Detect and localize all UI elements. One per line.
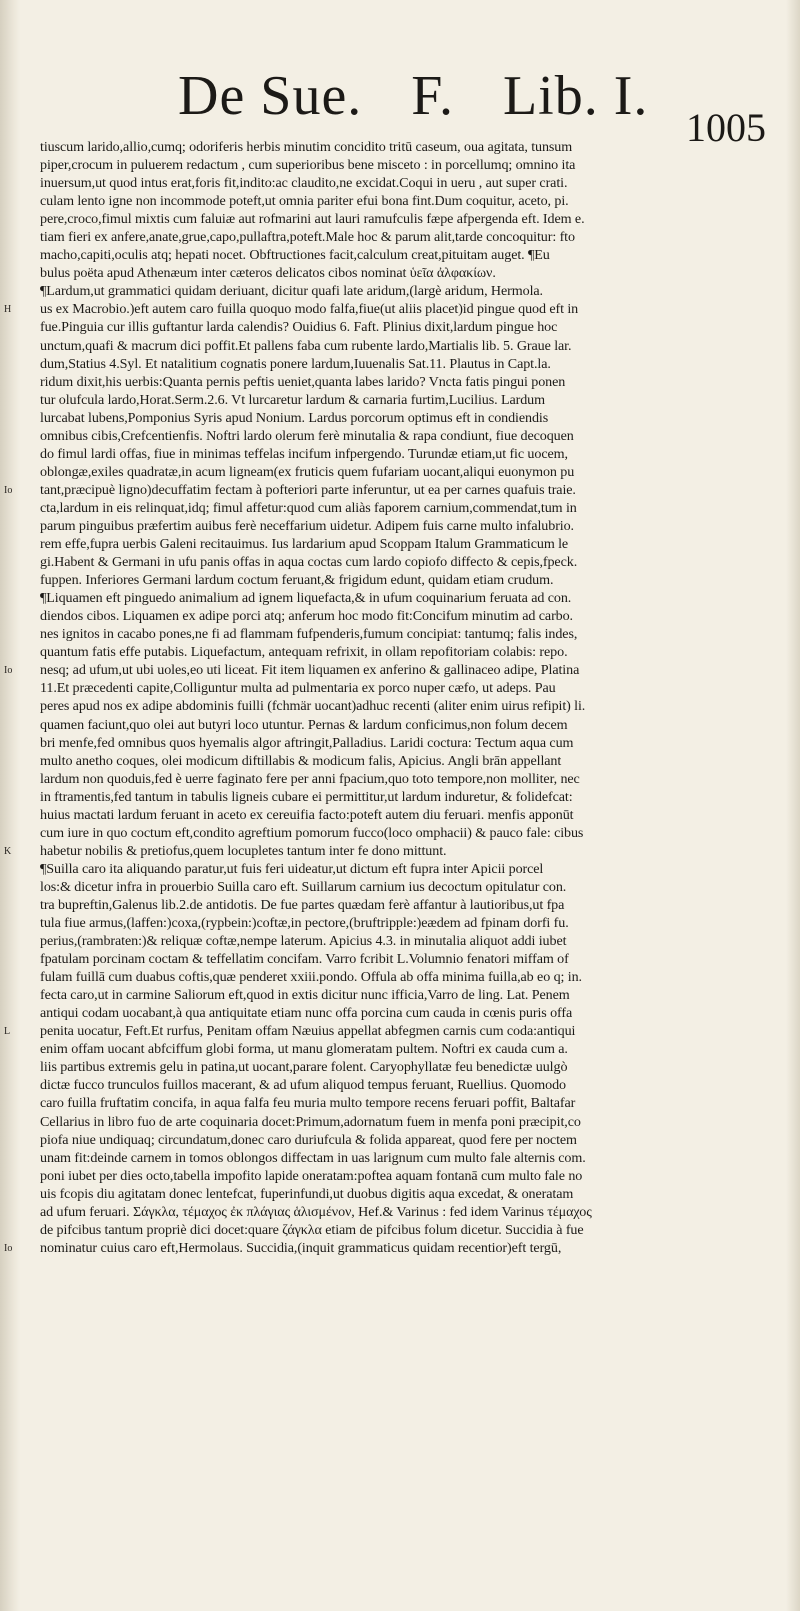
text-line: huius mactati lardum feruant in aceto ex cereuifia facto:poteft autem diu feruari. menfis apponūt [40, 806, 574, 823]
text-line: Cellarius in libro fuo de arte coquinaria docet:Primum,adornatum fuem in menfa poni præcipit,co [40, 1113, 581, 1130]
text-line: tula fiue armus,(laffen:)coxa,(rypbein:)coftæ,in pectore,(bruftripple:)eædem ad fpinam dorfi fu. [40, 915, 569, 932]
text-line: diendos cibos. Liquamen ex adipe porci atq; anferum hoc modo fit:Concifum minutim ad carbo. [40, 608, 573, 625]
text-line: culam lento igne non incommode poteft,ut omnia pariter efui bona fint.Dum coquitur, aceto, pi. [40, 193, 569, 210]
text-line: dum,Statius 4.Syl. Et natalitium cognatis ponere lardum,Iuuenalis Sat.11. Plautus in Capt.la. [40, 355, 551, 372]
text-line: unam fit:deinde carnem in tomos oblongos diffectam in uas larignum cum multo fale alternis com. [40, 1149, 586, 1166]
text-line: enim offam uocant abfciffum globi forma, ut manu glomeratam pultem. Noftri ex cauda cum a. [40, 1041, 568, 1058]
text-line: tiam fieri ex anfere,anate,grue,capo,pullaftra,poteft.Male hoc & parum alit,tarde concoquitur: fto [40, 229, 575, 246]
text-line: tra bupreftin,Galenus lib.2.de antidotis. De fue partes quædam ferè affantur à lautioribus,ut fpa [40, 896, 565, 913]
text-line: fulam fuillā cum duabus coftis,quæ penderet xxiii.pondo. Offula ab offa minima fuilla,ab eo q; in. [40, 969, 582, 986]
text-line: nominatur cuius caro eft,Hermolaus. Succidia,(inquit grammaticus quidam recentior)eft tergū, [40, 1239, 562, 1256]
text-line: ridum dixit,his uerbis:Quanta pernis peftis ueniet,quanta labes larido? Vncta fatis pingui ponen [40, 373, 566, 390]
text-line: poni iubet per dies octo,tabella impofito lapide oneratam:poftea aquam fontanā cum multo fale no [40, 1167, 583, 1184]
text-line: fecta caro,ut in carmine Saliorum eft,quod in extis dicitur nunc ifficia,Varro de ling. Lat. Penem [40, 987, 570, 1004]
text-line: inuersum,ut quod intus erat,foris fit,indito:ac claudito,ne excidat.Coqui in ueru , aut super crati. [40, 175, 568, 192]
text-line: piofa niue undiquaq; circundatum,donec caro duriufcula & folida appareat, quod fere per noctem [40, 1131, 577, 1148]
margin-note: Io [4, 484, 13, 496]
text-line: do fimul lardi offas, fiue in minimas teffelas incifum infpergendo. Turundæ etiam,ut fic uocem, [40, 445, 568, 462]
text-line: de pifcibus tantum propriè dici docet:quare ζάγκλα etiam de pifcibus folum dicetur. Succidia à fue [40, 1221, 584, 1238]
running-title [178, 65, 682, 127]
running-title-subject: De Sue. [178, 65, 363, 127]
text-line: rem effe,fupra uerbis Galeni recitauimus. Ius lardarium apud Scoppam Italum Grammaticum le [40, 536, 569, 553]
text-line: in ftramentis,fed tantum in tabulis ligneis cubare ei permittitur,ut lardum induretur, & folidefcat: [40, 788, 573, 805]
text-line: piper,crocum in puluerem redactum , cum superioribus bene misceto : in porcellumq; omnino ita [40, 157, 576, 174]
margin-note: Io [4, 1243, 13, 1255]
text-line: ad ufum feruari. Σάγκλα, τέμαχος ἐκ πλάγιας ἁλισμένον, Hef.& Varinus : fed idem Varinus τέμαχος [40, 1203, 592, 1220]
text-line: cum iure in quo coctum eft,condito agreftium pomorum fucco(loco omphacii) & pauco fale: cibus [40, 824, 584, 841]
text-line: tiuscum larido,allio,cumq; odoriferis herbis minutim concidito tritū caseum, oua agitata, tunsum [40, 139, 573, 155]
text-line: quamen faciunt,quo olei aut butyri loco utuntur. Pernas & lardum conficimus,non folum decem [40, 716, 568, 733]
text-line: penita uocatur, Feft.Et rurfus, Penitam offam Næuius appellat abfegmen carnis cum coda:antiqui [40, 1023, 576, 1040]
text-line: fuppen. Inferiores Germani lardum coctum feruant,& frigidum edunt, quidam etiam crudum. [40, 572, 554, 589]
text-line: perius,(rambraten:)& reliquæ coftæ,nempe laterum. Apicius 4.3. in minutalia aliquot addi iubet [40, 933, 567, 950]
margin-note: K [4, 845, 12, 857]
text-line: multo anetho coques, olei modicum diftillabis & modicum falis, Apicius. Angli brān appellant [40, 752, 562, 769]
text-line: fue.Pinguia cur illis guftantur larda calendis? Ouidius 6. Faft. Plinius dixit,lardum pingue hoc [40, 319, 558, 336]
margin-note: L [4, 1026, 11, 1038]
text-line: lardum non quoduis,fed è uerre faginato fere per anni fpacium,quo toto tempore,non molliter, nec [40, 770, 580, 787]
text-line: parum pinguibus præfertim auibus ferè neceffarium uidetur. Adipem fuis carne multo infalubrio. [40, 517, 574, 534]
page-number: 1005 [686, 105, 766, 150]
text-line: tant,præcipuè ligno)decuffatim fectam à pofteriori parte inferuntur, ut ea per carnes quafuis traie. [40, 481, 576, 498]
text-line: ¶Suilla caro ita aliquando paratur,ut fuis feri uideatur,ut dictum eft fupra inter Apicii porcel [40, 860, 544, 877]
text-line: omnibus cibis,Crefcentienfis. Noftri lardo olerum ferè minutalia & rapa condiunt, fiue decoquen [40, 427, 574, 444]
text-line: quantum fatis effe putabis. Liquefactum, antequam refrixit, in ollam repofitoriam colabis: repo. [40, 644, 568, 661]
text-line: los:& dicetur infra in prouerbio Suilla caro eft. Suillarum carnium ius decoctum opitulatur con. [40, 878, 567, 895]
text-line: ¶Liquamen eft pinguedo animalium ad ignem liquefacta,& in ufum coquinarium feruata ad con. [40, 590, 572, 607]
text-line: nes ignitos in cacabo pones,ne fi ad flammam fufpenderis,fumum concipiat: tantumq; falis indes, [40, 626, 578, 643]
text-line: macho,capiti,oculis atq; hepati nocet. Obftructiones facit,calculum creat,pituitam auget. ¶Eu [40, 247, 550, 264]
text-line: habetur nobilis & pretiofus,quem locupletes tantum inter fe dono mittunt. [40, 842, 447, 859]
text-line: bri menfe,fed omnibus quos hyemalis algor aftringit,Palladius. Laridi coctura: Tectum aqua cum [40, 734, 574, 751]
page-gutter-shadow [0, 0, 20, 1611]
text-line: cta,lardum in eis relinquat,idq; fimul affetur:quod cum aliàs faporem carnium,commendat,tum in [40, 499, 577, 516]
text-line: peres apud nos ex adipe abdominis fuilli (fchmär uocant)adhuc recenti (aliter enim uirus refipit) li. [40, 698, 586, 715]
text-line: gi.Habent & Germani in ufu panis offas in aqua coctas cum lardo copiofo diffecto & cepis,fpeck. [40, 554, 578, 571]
text-line: us ex Macrobio.)eft autem caro fuilla quoquo modo falfa,fiue(ut aliis placet)id pingue quod eft in [40, 301, 579, 318]
running-title-letter: F. [411, 65, 454, 127]
running-title-book: Lib. I. [502, 65, 649, 127]
text-line: nesq; ad ufum,ut ubi uoles,eo uti liceat. Fit item liquamen ex anferino & gallinaceo adipe, Platina [40, 662, 580, 679]
text-line: unctum,quafi & macrum dici poffit.Et pallens faba cum rubente lardo,Martialis lib. 5. Graue lar. [40, 337, 572, 354]
text-line: bulus poëta apud Athenæum inter cæteros delicatos cibos nominat ὑεῖα ἀλφακίων. [40, 265, 496, 282]
text-line: oblongæ,exiles quadratæ,in acum ligneam(ex fruticis quem fufariam uocant,aliqui euonymon pu [40, 463, 575, 480]
text-line: pere,croco,fimul mixtis cum faluiæ aut rofmarini aut lauri ramufculis fæpe afpergenda eft. Idem e. [40, 211, 585, 228]
text-line: liis partibus extremis gelu in patina,ut uocant,parare folent. Caryophyllatæ feu benedictæ uulgò [40, 1059, 568, 1076]
body-text [40, 138, 776, 1257]
text-line: tur olufcula lardo,Horat.Serm.2.6. Vt lurcaretur lardum & carnaria furtim,Lucilius. Lardum [40, 391, 545, 408]
text-line: lurcabat lubens,Pomponius Syris apud Nonium. Lardus porcorum optimus eft in condiendis [40, 409, 549, 426]
text-line: uis fcopis diu agitatam donec lentefcat, fuperinfundi,ut duobus digitis aqua excedat, & oneratam [40, 1185, 574, 1202]
text-line: caro fuilla fruftatim concifa, in aqua falfa feu muria multo tempore recens feruari poffit, Baltafar [40, 1095, 576, 1112]
text-line: 11.Et præcedenti capite,Colliguntur multa ad pulmentaria ex porco nuper cæfo, ut adeps. Pau [40, 680, 556, 697]
text-line: ¶Lardum,ut grammatici quidam deriuant, dicitur quafi late aridum,(largè aridum, Hermola. [40, 283, 543, 300]
text-line: fpatulam porcinam coctam & teffellatim concifam. Varro fcribit L.Volumnio fenatori miffam of [40, 951, 569, 968]
page-edge-shadow [786, 0, 800, 1611]
margin-note: Io [4, 665, 13, 677]
text-line: dictæ fucco trunculos fuillos macerant, & ad ufum aliquod tempus feruant, Ruellius. Quomodo [40, 1077, 566, 1094]
margin-note: H [4, 304, 12, 316]
text-line: antiqui codam uocabant,à qua antiquitate etiam nunc offa porcina cum cauda in cœnis puris offa [40, 1005, 573, 1022]
